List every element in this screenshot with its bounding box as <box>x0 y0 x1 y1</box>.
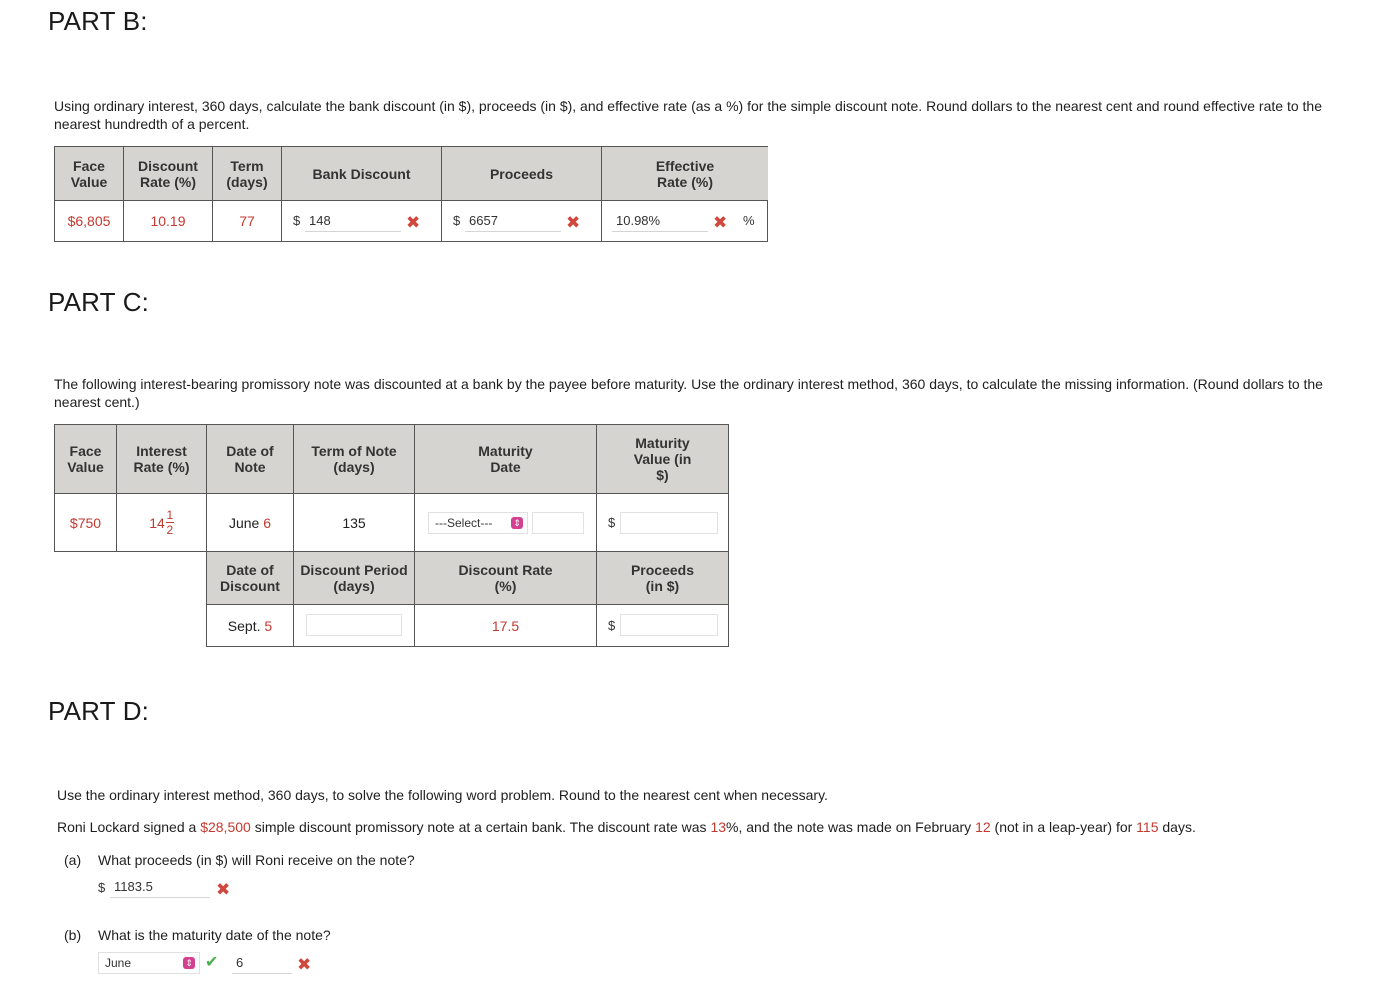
x-mark-icon: ✖ <box>566 213 581 232</box>
header-face-value: Face Value <box>55 147 123 200</box>
currency-symbol: $ <box>608 618 616 633</box>
question-a-text: What proceeds (in $) will Roni receive on the note? <box>98 852 415 868</box>
header-proceeds: Proceeds <box>442 147 601 200</box>
problem-text: simple discount promissory note at a certain bank. The discount rate was <box>250 819 711 835</box>
word-problem <box>57 818 1377 836</box>
problem-day: 12 <box>975 819 991 835</box>
problem-rate: 13 <box>710 819 727 835</box>
select-arrows-icon: ⇕ <box>511 517 523 529</box>
bank-discount-input[interactable] <box>305 210 401 232</box>
header-discount-rate: Discount Rate (%) <box>415 552 596 604</box>
header-date-of-note: Date of Note <box>207 425 293 493</box>
header-term: Term (days) <box>213 147 281 200</box>
interest-rate <box>117 494 206 551</box>
header-date-of-discount: Date of Discount <box>207 552 293 604</box>
discount-rate: 17.5 <box>491 617 520 634</box>
maturity-month-select[interactable] <box>98 952 200 974</box>
header-maturity-date: Maturity Date <box>415 425 596 493</box>
percent-symbol: % <box>743 213 755 228</box>
problem-text: days. <box>1158 819 1196 835</box>
discount-period-input[interactable] <box>306 614 402 636</box>
maturity-date-month-select[interactable] <box>428 512 528 534</box>
header-interest-rate: Interest Rate (%) <box>117 425 206 493</box>
header-bank-discount: Bank Discount <box>282 147 441 200</box>
header-proceeds: Proceeds (in $) <box>597 552 728 604</box>
part-c-title: PART C: <box>48 287 150 317</box>
currency-symbol: $ <box>293 213 301 228</box>
date-of-note-day: 6 <box>263 514 272 531</box>
problem-text: Roni Lockard signed a <box>57 819 201 835</box>
question-a-label: (a) <box>64 852 82 868</box>
date-of-note-month: June <box>228 514 260 531</box>
header-term-of-note: Term of Note (days) <box>294 425 414 493</box>
currency-symbol: $ <box>453 213 461 228</box>
maturity-day-input[interactable] <box>232 952 292 974</box>
x-mark-icon: ✖ <box>297 955 312 974</box>
header-discount-period: Discount Period (days) <box>294 552 414 604</box>
part-b-title: PART B: <box>48 6 148 36</box>
part-b-instructions: Using ordinary interest, 360 days, calculate the bank discount (in $), proceeds (in $), and effective rate (as a %) for the simple discount note. Round dollars to the nearest cent and round effective rate to the nearest hundredth of a percent. <box>54 98 1322 132</box>
term-days: 77 <box>239 213 255 229</box>
x-mark-icon: ✖ <box>406 213 421 232</box>
proceeds-answer-input[interactable] <box>110 876 210 898</box>
x-mark-icon: ✖ <box>713 213 728 232</box>
date-of-discount-day: 5 <box>264 617 273 634</box>
date-of-discount <box>207 605 293 646</box>
x-mark-icon: ✖ <box>216 880 231 899</box>
header-effective-rate: Effective Rate (%) <box>602 147 768 200</box>
header-maturity-value: Maturity Value (in $) <box>597 425 728 493</box>
proceeds-input[interactable] <box>465 210 561 232</box>
face-value: $6,805 <box>67 213 111 229</box>
proceeds-input[interactable] <box>620 614 718 636</box>
part-c-instructions: The following interest-bearing promissory note was discounted at a bank by the payee before maturity. Use the ordinary interest method, 360 days, to calculate the missing information. (Round dollars to the nearest cent.) <box>54 376 1323 410</box>
question-b-label: (b) <box>64 927 82 943</box>
interest-rate-numerator: 1 <box>166 508 174 522</box>
interest-rate-fraction <box>166 509 174 536</box>
part-d-title: PART D: <box>48 696 150 726</box>
question-b-text: What is the maturity date of the note? <box>98 927 331 943</box>
part-b-table <box>54 146 768 242</box>
part-d-instructions: Use the ordinary interest method, 360 days, to solve the following word problem. Round to the nearest cent when necessary. <box>57 787 828 803</box>
select-arrows-icon: ⇕ <box>183 957 195 969</box>
select-label: June <box>105 956 132 970</box>
maturity-date-day-input[interactable] <box>532 512 584 534</box>
select-label: ---Select--- <box>435 516 493 530</box>
check-mark-icon: ✔ <box>205 954 219 971</box>
date-of-note <box>207 494 293 551</box>
part-c-table <box>54 424 729 647</box>
interest-rate-denominator: 2 <box>166 523 174 537</box>
date-of-discount-month: Sept. <box>227 617 261 634</box>
currency-symbol: $ <box>98 880 106 895</box>
problem-text: (not in a leap-year) for <box>990 819 1137 835</box>
face-value: $750 <box>69 514 102 531</box>
problem-days: 115 <box>1136 819 1159 835</box>
problem-amount: $28,500 <box>200 819 251 835</box>
interest-rate-whole: 14 <box>149 514 165 531</box>
header-discount-rate: Discount Rate (%) <box>124 147 212 200</box>
discount-rate: 10.19 <box>150 213 186 229</box>
currency-symbol: $ <box>608 515 616 530</box>
effective-rate-input[interactable] <box>612 210 708 232</box>
maturity-value-input[interactable] <box>620 512 718 534</box>
term-of-note: 135 <box>342 514 366 531</box>
problem-text: %, and the note was made on February <box>726 819 976 835</box>
header-face-value: Face Value <box>55 425 116 493</box>
